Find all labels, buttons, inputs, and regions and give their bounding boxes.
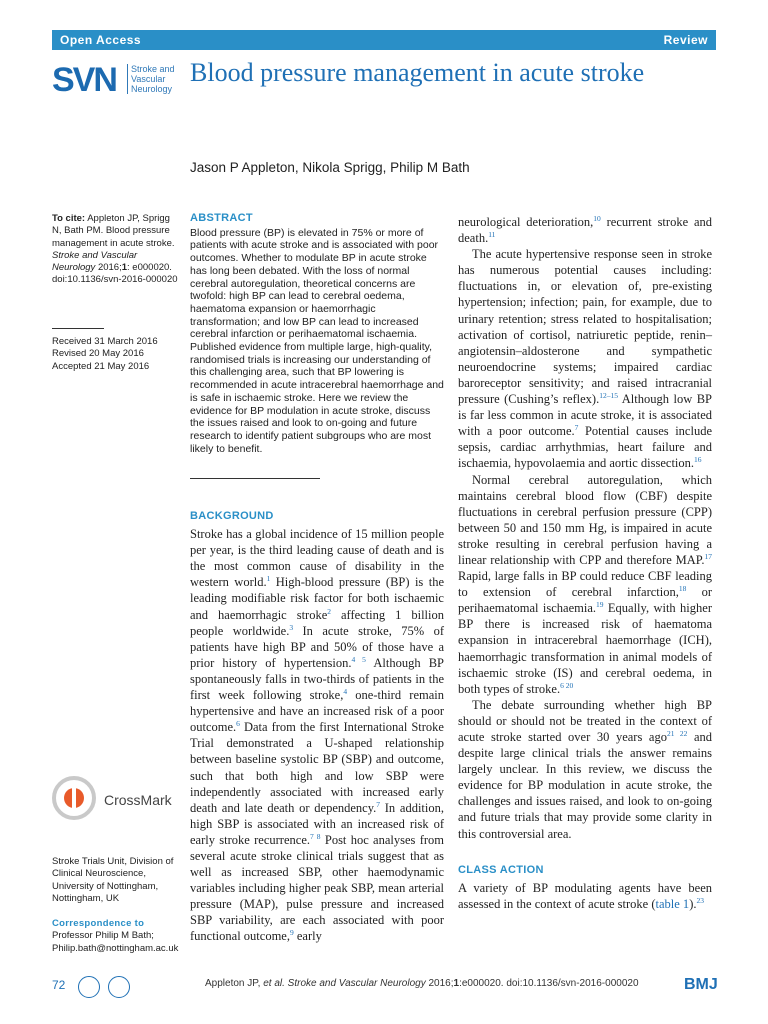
creative-commons-icon xyxy=(108,976,130,998)
page-footer xyxy=(0,972,768,1012)
reference-superscript[interactable]: 23 xyxy=(696,895,704,905)
received-date: Received 31 March 2016 xyxy=(52,336,158,347)
sidebar-divider xyxy=(52,328,104,329)
reference-superscript[interactable]: 2 xyxy=(327,606,331,616)
background-paragraph-1 xyxy=(190,526,444,944)
crossmark-icon xyxy=(52,776,96,820)
logo-mark: SVN xyxy=(52,61,116,99)
body-text: Equally, with higher BP there is increased risk of haematoma expansion in intracerebral haemorrhage (ICH), haemorrhagic transformation in animal models of ischaemic stroke (IS) and cerebral oedema, in both types of stroke. xyxy=(458,601,712,696)
license-icons[interactable] xyxy=(78,976,138,1000)
article-title: Blood pressure management in acute stroke xyxy=(190,58,645,87)
article-type-label: Review xyxy=(663,33,708,47)
reference-superscript[interactable]: 9 xyxy=(289,928,294,938)
reference-superscript[interactable]: 12–15 xyxy=(599,390,618,400)
body-text: recurrent stroke and death. xyxy=(458,215,712,246)
crossmark-badge[interactable] xyxy=(52,776,182,826)
body-text: Post hoc analyses from several acute stroke clinical trials suggest that as well as increased SBP, other haemodynamic variables including higher peak SBP, mean arterial pressure (MAP), pulse pressure and increased SBP variability, are each associated with poor functional outcome, xyxy=(190,832,445,944)
right-paragraph-3 xyxy=(458,697,712,842)
body-text: and despite large clinical trials the answer remains largely unclear. In this review, we discuss the evidence for BP modulation in acute stroke, the challenges and issues raised, and look to on-going and future trials that may provide some clarity in this controversial area. xyxy=(458,730,712,841)
reference-superscript[interactable]: 17 xyxy=(704,551,712,561)
body-text: A variety of BP modulating agents have been assessed in the context of acute stroke ( xyxy=(458,880,712,911)
journal-logo[interactable] xyxy=(52,62,177,98)
class-action-heading: CLASS ACTION xyxy=(458,863,544,876)
body-text: In acute stroke, 75% of patients have high BP and 50% of those have a prior history of hypertension. xyxy=(190,623,445,670)
page-number: 72 xyxy=(52,978,66,992)
body-text: Although BP spontaneously falls in two-thirds of patients in the first week following stroke, xyxy=(190,655,445,703)
body-text: Normal cerebral autoregulation, which maintains cerebral blood flow (CBF) despite fluctuations in cerebral perfusion pressure (CPP) between 50 and 150 mm Hg, is impaired in acute stroke resulting in cerebral perfusion having a linear relationship with CPP and therefore MAP. xyxy=(458,472,712,567)
correspondence-email[interactable]: Philip.bath@nottingham.ac.uk xyxy=(52,942,179,954)
background-heading: BACKGROUND xyxy=(190,510,274,522)
background-section xyxy=(190,508,444,945)
reference-superscript[interactable]: 7 8 xyxy=(310,831,321,841)
reference-superscript[interactable]: 7 xyxy=(376,799,381,809)
revised-date: Revised 20 May 2016 xyxy=(52,348,144,360)
correspondence-label: Correspondence to xyxy=(52,918,145,929)
footer-citation: Appleton JP, et al. Stroke and Vascular Neurology 2016;1:e000020. doi:10.1136/svn-2016-000020 xyxy=(205,978,639,989)
reference-superscript[interactable]: 19 xyxy=(596,600,604,610)
body-text: The acute hypertensive response seen in stroke has numerous potential causes including: fluctuations in, or elevation of, pre-existing hypertension; infection; pain, for example, due to urinary retention; stress related to hospitalisation; activation of cortisol, natriuretic peptide, renin–angiotensin–aldosterone and sympathetic neuroendocrine systems; impaired cardiac baroreceptor sensitivity; and raised intracranial pressure (Cushing’s reflex). xyxy=(458,247,712,407)
correspondence-name: Professor Philip M Bath; xyxy=(52,930,154,942)
header-bar xyxy=(52,30,716,50)
right-paragraph-2 xyxy=(458,472,712,697)
citation-block: To cite: Appleton JP, Sprigg N, Bath PM. Blood pressure management in acute stroke. Stroke and Vascular Neurology 2016;1: e000020. doi:10.1136/svn-2016-000020 xyxy=(52,213,178,286)
table-link[interactable]: table 1 xyxy=(655,896,690,911)
reference-superscript[interactable]: 10 xyxy=(593,213,601,223)
crossmark-label: CrossMark xyxy=(104,792,172,808)
reference-superscript[interactable]: 7 xyxy=(574,423,579,433)
body-text: affecting 1 billion people worldwide. xyxy=(190,607,444,638)
body-text: one-third remain hypertensive and have an increased risk of a poor outcome. xyxy=(190,688,444,735)
abstract-divider xyxy=(190,478,320,479)
history-block xyxy=(52,336,182,373)
logo-subtitle: Stroke and Vascular Neurology xyxy=(127,64,175,94)
reference-superscript[interactable]: 3 xyxy=(289,622,294,632)
abstract-text: Blood pressure (BP) is elevated in 75% or more of patients with acute stroke and is associated with poor outcomes. Whether to modulate BP in acute stroke has long been debated. With the loss of normal cerebral autoregulation, theoretical concerns are twofold: high BP can lead to cerebral oedema, haematoma expansion or haemorrhagic transformation; and low BP can lead to increased cerebral infarction or perihaematomal ischaemia. Published evidence from multiple large, high-quality, randomised trials is increasing our understanding of this challenging area, such that BP lowering is recommended in acute intracerebral haemorrhage and is safe in ischaemic stroke. Here we review the evidence for BP modulation in acute stroke, discuss the issues raised and look to on-going and future research to identify patient subgroups who are most likely to benefit. xyxy=(190,226,444,455)
right-column xyxy=(458,214,712,912)
author-list: Jason P Appleton, Nikola Sprigg, Philip M Bath xyxy=(190,160,470,175)
body-text: In addition, high SBP is associated with an increased risk of early stroke recurrence. xyxy=(190,800,444,847)
body-text: The debate surrounding whether high BP should or should not be treated in the context of acute stroke started over 30 years ago xyxy=(458,697,712,744)
publisher-logo[interactable]: BMJ xyxy=(684,976,718,993)
right-paragraph-1 xyxy=(458,246,712,471)
reference-superscript[interactable]: 11 xyxy=(488,229,496,239)
affiliation: Stroke Trials Unit, Division of Clinical Neuroscience, University of Nottingham, Nottingham, UK xyxy=(52,856,174,904)
body-text: Stroke has a global incidence of 15 million people per year, is the third leading cause of death and is the most common cause of disability in the western world. xyxy=(190,527,444,590)
reference-superscript[interactable]: 18 xyxy=(678,584,687,593)
abstract-heading: ABSTRACT xyxy=(190,212,253,224)
abstract xyxy=(190,212,444,455)
reference-superscript[interactable]: 6 20 xyxy=(560,680,574,690)
reference-superscript[interactable]: 21 22 xyxy=(666,728,688,738)
body-text: ). xyxy=(689,896,697,911)
body-text: early xyxy=(293,929,322,944)
right-paragraph-0 xyxy=(458,214,712,246)
body-text: Rapid, large falls in BP could reduce CBF leading to extension of cerebral infarction, xyxy=(458,569,712,600)
open-access-icon xyxy=(78,976,100,998)
body-text: Data from the first International Stroke Trial demonstrated a U-shaped relationship between baseline systolic BP (SBP) and outcome, such that both high and low SBP were independently associated with increased early death and late death or dependency. xyxy=(190,720,444,815)
correspondence-block xyxy=(52,918,182,955)
reference-superscript[interactable]: 6 xyxy=(236,719,240,729)
right-paragraph-4 xyxy=(458,880,712,912)
body-text: or perihaematomal ischaemia. xyxy=(458,585,713,616)
reference-superscript[interactable]: 16 xyxy=(694,455,702,465)
body-text: Potential causes include sepsis, cardiac arrhythmias, heart failure and ischaemia, hypovolaemia and aortic dissection. xyxy=(458,424,712,471)
reference-superscript[interactable]: 4 5 xyxy=(351,654,366,664)
body-text: neurological deterioration, xyxy=(458,215,594,229)
body-text: Although low BP is far less common in acute stroke, it is associated with a poor outcome. xyxy=(458,392,713,439)
reference-superscript[interactable]: 4 xyxy=(343,686,348,696)
accepted-date: Accepted 21 May 2016 xyxy=(52,360,150,372)
open-access-label: Open Access xyxy=(60,33,142,47)
body-text: High-blood pressure (BP) is the leading modifiable risk factor for both ischaemic and haemorrhagic stroke xyxy=(190,575,444,622)
reference-superscript[interactable]: 1 xyxy=(266,574,271,584)
